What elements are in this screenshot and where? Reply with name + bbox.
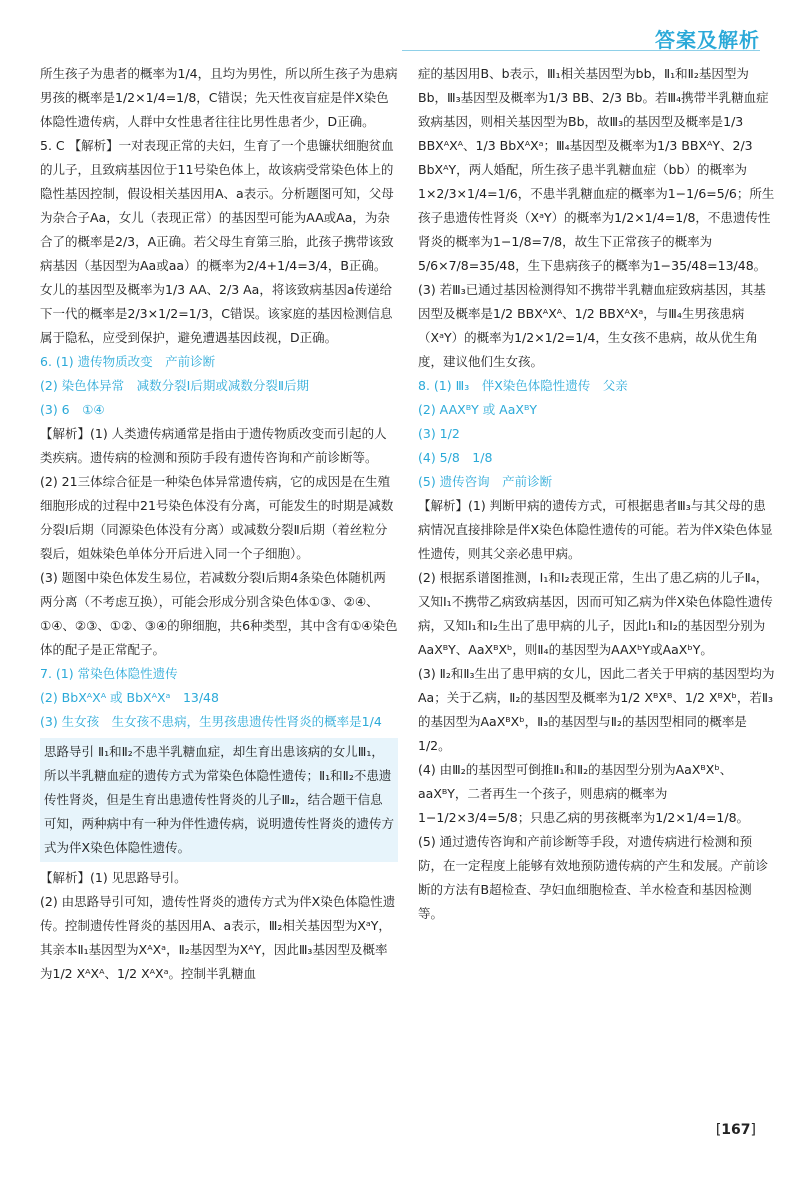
explanation-7-3: (3) 若Ⅲ₃已通过基因检测得知不携带半乳糖血症致病基因，其基因型及概率是1/2 BBXᴬXᴬ、1/2 BBXᴬXᵃ，与Ⅲ₄生男孩患病（XᵃY）的概率为1/2×1/2=1/4，生女孩不患病，故从优生角度，建议他们生女孩。 — [418, 282, 766, 369]
answer-5: 5. C 【解析】一对表现正常的夫妇，生育了一个患镰状细胞贫血的儿子，且致病基因位于11号染色体上，故该病受常染色体上的隐性基因控制，假设相关基因用A、a表示。分析题图可知，父母为杂合子Aa，女儿（表现正常）的基因型可能为AA或Aa，为杂合了的概率是2/3，A正确。若父母生育第三胎，此孩子携带该致病基因（基因型为Aa或aa）的概率为2/4+1/4=3/4，B正确。女儿的基因型及概率为1/3 AA、2/3 Aa，将该致病基因a传递给下一代的概率是2/3×1/2=1/3，C错误。该家庭的基因检测信息属于隐私，应受到保护，避免遭遇基因歧视，D正确。 — [40, 138, 394, 345]
answer-8-4: (4) 5/8 1/8 — [418, 450, 493, 465]
right-column — [418, 62, 776, 926]
paragraph: 所生孩子为患者的概率为1/4，且均为男性，所以所生孩子为患病男孩的概率是1/2×1/4=1/8，C错误；先天性夜盲症是伴X染色体隐性遗传病，人群中女性患者往往比男性患者少，D正确。 — [40, 66, 398, 129]
explanation-7-2-cont: 症的基因用B、b表示，Ⅲ₁相关基因型为bb，Ⅱ₁和Ⅱ₂基因型为Bb，Ⅲ₃基因型及概率为1/3 BB、2/3 Bb。若Ⅲ₄携带半乳糖血症致病基因，则相关基因型为Bb，故Ⅲ₃的基因型及概率是1/3 BBXᴬXᴬ、1/3 BbXᴬXᵃ；Ⅲ₄基因型及概率为1/3 BBXᴬY、2/3 BbXᴬY，两人婚配，所生孩子患半乳糖血症（bb）的概率为1×2/3×1/4=1/6，不患半乳糖血症的概率为1−1/6=5/6；所生孩子患遗传性肾炎（XᵃY）的概率为1/2×1/4=1/8，不患遗传性肾炎的概率为1−1/8=7/8，故生下正常孩子的概率为5/6×7/8=35/48，生下患病孩子的概率为1−35/48=13/48。 — [418, 66, 775, 273]
explanation-8-5: (5) 通过遗传咨询和产前诊断等手段，对遗传病进行检测和预防，在一定程度上能够有效地预防遗传病的产生和发展。产前诊断的方法有B超检查、孕妇血细胞检查、羊水检查和基因检测等。 — [418, 834, 769, 921]
page-number: [167] — [715, 1122, 756, 1138]
explanation-7-1: 【解析】(1) 见思路导引。 — [40, 870, 187, 885]
thinking-guide: 思路导引 Ⅱ₁和Ⅱ₂不患半乳糖血症，却生育出患该病的女儿Ⅲ₁，所以半乳糖血症的遗传方式为常染色体隐性遗传；Ⅱ₁和Ⅱ₂不患遗传性肾炎，但是生育出患遗传性肾炎的儿子Ⅲ₂，结合题干信息可知，两种病中有一种为伴性遗传病，说明遗传性肾炎的遗传方式为伴X染色体隐性遗传。 — [40, 738, 398, 862]
answer-8-2: (2) AAXᴮY 或 AaXᴮY — [418, 402, 537, 417]
answer-6-3: (3) 6 ①④ — [40, 402, 105, 417]
header-rule — [402, 50, 760, 51]
answer-7-2: (2) BbXᴬXᴬ 或 BbXᴬXᵃ 13/48 — [40, 690, 219, 705]
answer-6-2: (2) 染色体异常 减数分裂Ⅰ后期或减数分裂Ⅱ后期 — [40, 378, 310, 393]
explanation-6-3: (3) 题图中染色体发生易位，若减数分裂Ⅰ后期4条染色体随机两两分离（不考虑互换），可能会形成分别含染色体①③、②④、①④、②③、①②、③④的卵细胞，共6种类型，其中含有①④染色体的配子是正常配子。 — [40, 570, 398, 657]
left-column — [40, 62, 398, 986]
section-title: 答案及解析 — [655, 28, 760, 52]
answer-6-1: 6. (1) 遗传物质改变 产前诊断 — [40, 354, 216, 369]
answer-8-1: 8. (1) Ⅲ₃ 伴X染色体隐性遗传 父亲 — [418, 378, 628, 393]
explanation-8-4: (4) 由Ⅲ₂的基因型可倒推Ⅱ₁和Ⅱ₂的基因型分别为AaXᴮXᵇ、aaXᴮY，二者再生一个孩子，则患病的概率为1−1/2×3/4=5/8；只患乙病的男孩概率为1/2×1/4=1/8。 — [418, 762, 750, 825]
answer-8-3: (3) 1/2 — [418, 426, 460, 441]
explanation-8-1: 【解析】(1) 判断甲病的遗传方式，可根据患者Ⅲ₃与其父母的患病情况直接排除是伴X染色体隐性遗传的可能。若为伴X染色体显性遗传，则其父亲必患甲病。 — [418, 498, 773, 561]
answer-7-1: 7. (1) 常染色体隐性遗传 — [40, 666, 178, 681]
answer-7-3: (3) 生女孩 生女孩不患病，生男孩患遗传性肾炎的概率是1/4 — [40, 714, 382, 729]
explanation-6-2: (2) 21三体综合征是一种染色体异常遗传病，它的成因是在生殖细胞形成的过程中21号染色体没有分离，可能发生的时期是减数分裂Ⅰ后期（同源染色体没有分离）或减数分裂Ⅱ后期（着丝粒分裂后，姐妹染色单体分开后进入同一个子细胞）。 — [40, 474, 394, 561]
explanation-7-2: (2) 由思路导引可知，遗传性肾炎的遗传方式为伴X染色体隐性遗传。控制遗传性肾炎的基因用A、a表示，Ⅲ₂相关基因型为XᵃY，其亲本Ⅱ₁基因型为XᴬXᵃ，Ⅱ₂基因型为XᴬY，因此Ⅲ₃基因型及概率为1/2 XᴬXᴬ、1/2 XᴬXᵃ。控制半乳糖血 — [40, 894, 396, 981]
explanation-8-2: (2) 根据系谱图推测，Ⅰ₁和Ⅰ₂表现正常，生出了患乙病的儿子Ⅱ₄，又知Ⅰ₁不携带乙病致病基因，因而可知乙病为伴X染色体隐性遗传病，又知Ⅰ₁和Ⅰ₂生出了患甲病的儿子，因此Ⅰ₁和Ⅰ₂的基因型分别为AaXᴮY、AaXᴮXᵇ，则Ⅱ₄的基因型为AAXᵇY或AaXᵇY。 — [418, 570, 773, 657]
answer-8-5: (5) 遗传咨询 产前诊断 — [418, 474, 553, 489]
explanation-6-1: 【解析】(1) 人类遗传病通常是指由于遗传物质改变而引起的人类疾病。遗传病的检测和预防手段有遗传咨询和产前诊断等。 — [40, 426, 387, 465]
explanation-8-3: (3) Ⅱ₂和Ⅱ₃生出了患甲病的女儿，因此二者关于甲病的基因型均为Aa；关于乙病，Ⅱ₂的基因型及概率为1/2 XᴮXᴮ、1/2 XᴮXᵇ，若Ⅱ₃的基因型为AaXᴮXᵇ，Ⅱ₃的基因型与Ⅱ₂的基因型相同的概率是1/2。 — [418, 666, 775, 753]
